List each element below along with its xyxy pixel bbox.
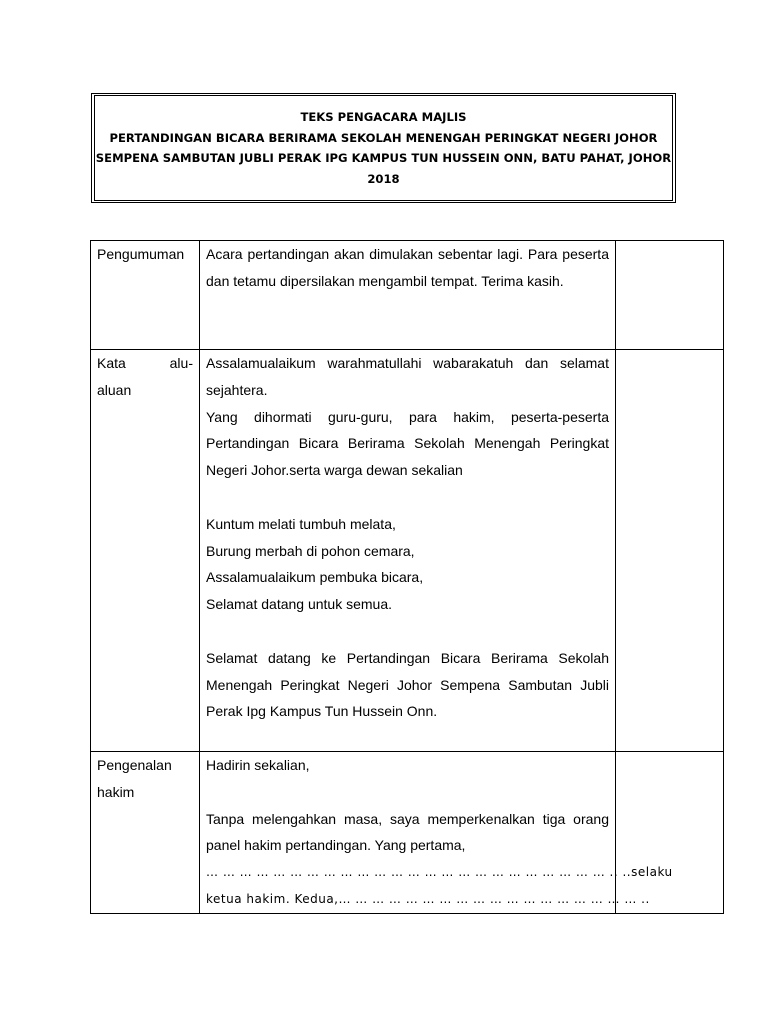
row-label-cell: [91, 752, 200, 914]
judge-2-blank-line: ketua hakim. Kedua,… … … … … … … … … … … … … … … … … … ..: [206, 891, 650, 906]
label-kata-alu-line: [97, 350, 193, 377]
greeting-text: Assalamualaikum warahmatullahi wabarakatuh dan selamat sejahtera.: [206, 355, 609, 398]
title-line-4: 2018: [367, 171, 400, 186]
pantun-line: Kuntum melati tumbuh melata,: [206, 515, 396, 532]
title-line-1: TEKS PENGACARA MAJLIS: [300, 110, 467, 124]
table-row: [91, 350, 724, 752]
pantun-line: Selamat datang untuk semua.: [206, 596, 393, 613]
label-pengenalan: Pengenalan: [97, 757, 172, 773]
welcome-text: Selamat datang ke Pertandingan Bicara Berirama Sekolah Menengah Peringkat Negeri Johor Sempena Sambutan Jubli Perak Ipg Kampus Tun Hussein Onn.: [206, 649, 609, 720]
honour-text: Yang dihormati guru-guru, para hakim, peserta-peserta Pertandingan Bicara Berirama Sekolah Menengah Peringkat Negeri Johor.serta warga dewan sekalian: [206, 408, 609, 479]
row-text-cell: [200, 752, 673, 914]
label-aluan: aluan: [97, 381, 132, 398]
row-notes-cell: [616, 241, 724, 350]
row-text-cell: [200, 241, 616, 350]
salutation-text: Hadirin sekalian,: [206, 757, 310, 773]
table-row: [91, 241, 724, 350]
judge-1-blank-line: … … … … … … … … … … … … … … … … … … … … … … … … .. ..selaku: [206, 865, 673, 880]
script-table: [90, 240, 724, 914]
row-text-cell: [200, 350, 616, 752]
announcement-text: Acara pertandingan akan dimulakan sebentar lagi. Para peserta dan tetamu dipersilakan mengambil tempat. Terima kasih.: [206, 246, 609, 289]
pantun-line: Assalamualaikum pembuka bicara,: [206, 569, 424, 586]
label-kata: Kata: [97, 355, 126, 371]
row-notes-cell: [616, 752, 724, 914]
document-title-box: [91, 93, 676, 203]
pantun-line: Burung merbah di pohon cemara,: [206, 542, 415, 559]
row-label-cell: [91, 350, 200, 752]
title-line-3: SEMPENA SAMBUTAN JUBLI PERAK IPG KAMPUS TUN HUSSEIN ONN, BATU PAHAT, JOHOR: [95, 151, 672, 165]
row-label-cell: [91, 241, 200, 350]
table-row: [91, 752, 724, 914]
row-notes-cell: [616, 350, 724, 752]
label-hakim: hakim: [97, 783, 135, 800]
label-pengumuman: Pengumuman: [97, 246, 185, 262]
label-alu: alu-: [169, 355, 193, 371]
judges-intro-text: Tanpa melengahkan masa, saya memperkenalkan tiga orang panel hakim pertandingan. Yang pertama,: [206, 810, 609, 854]
title-line-2: PERTANDINGAN BICARA BERIRAMA SEKOLAH MENENGAH PERINGKAT NEGERI JOHOR: [109, 130, 658, 145]
